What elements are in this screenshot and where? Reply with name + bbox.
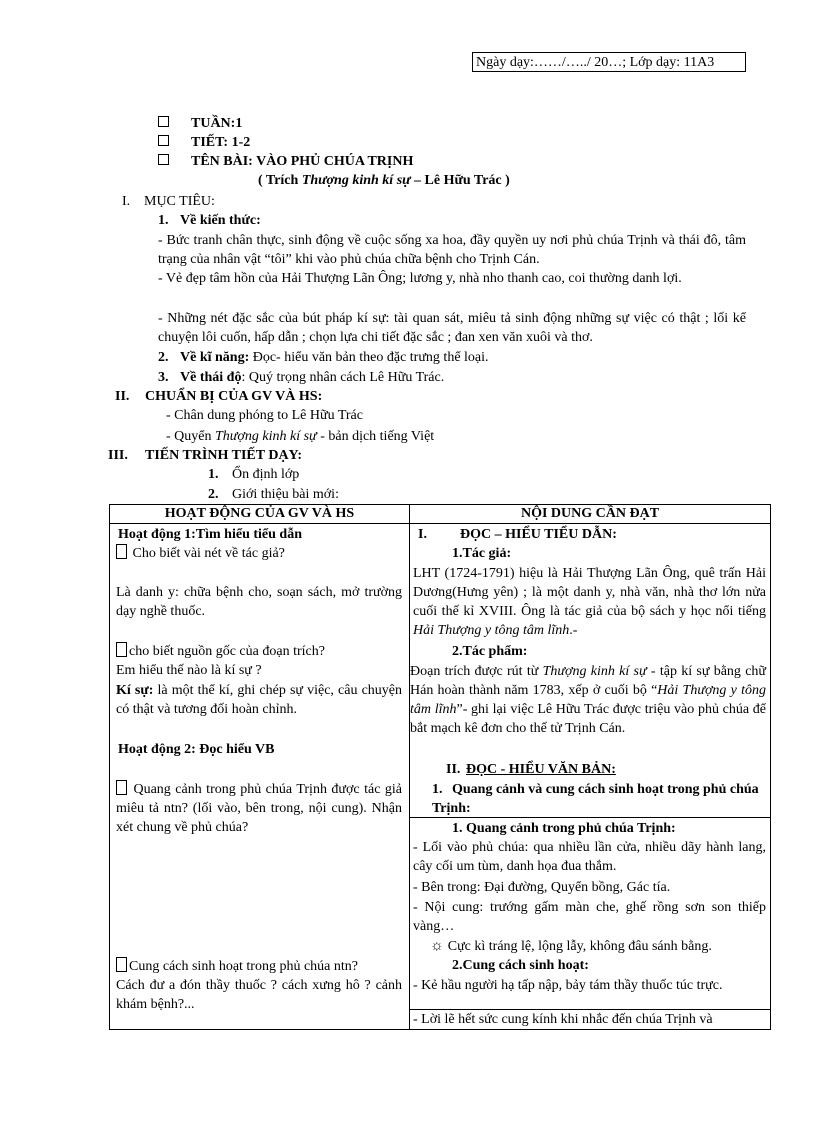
- excerpt-author: – Lê Hữu Trác ): [410, 173, 510, 188]
- question-1: [116, 544, 285, 563]
- question-2-text: cho biết nguồn gốc của đoạn trích?: [129, 644, 325, 659]
- thai-do-line: [158, 368, 444, 387]
- author-text-body: LHT (1724-1791) hiệu là Hải Thượng Lãn Ông, quê trấn Hải Dương(Hưng yên) ; là một danh y, nhà văn, nhà thơ lớn nửa cuối thế kỉ XVIII. Ông là tác giả của bộ sách y học nổi tiếng: [413, 566, 766, 619]
- work-book-title: Thượng kinh kí sự: [542, 664, 647, 679]
- prep-item-2-book: Thượng kinh kí sự: [215, 429, 317, 444]
- section-3-number: III.: [108, 448, 128, 463]
- activities-cell: [110, 524, 410, 1030]
- prep-item-1: - Chân dung phóng to Lê Hữu Trác: [166, 408, 363, 423]
- prep-item-2-suffix: - bản dịch tiếng Việt: [316, 429, 435, 444]
- author-text: [413, 564, 766, 640]
- scenery-item-2: - Bên trong: Đại đường, Quyển bồng, Gác tía.: [413, 880, 671, 895]
- tuan-line: [158, 114, 242, 133]
- question-box-icon: [116, 780, 127, 795]
- kien-thuc-title: Về kiến thức:: [180, 213, 261, 228]
- ki-su-definition: [116, 681, 402, 719]
- ki-nang-title: Về kĩ năng:: [180, 350, 250, 365]
- thai-do-number: 3.: [158, 370, 169, 385]
- lesson-title: TÊN BÀI: VÀO PHỦ CHÚA TRỊNH: [191, 154, 414, 169]
- prep-item-2: [166, 427, 434, 446]
- activity-1-title: Hoạt động 1:Tìm hiểu tiểu dẫn: [118, 527, 302, 542]
- activity-2-title: Hoạt động 2: Đọc hiểu VB: [118, 742, 275, 757]
- scenery-conclusion-text: Cực kì tráng lệ, lộng lẫy, không đâu sánh bằng.: [447, 939, 712, 954]
- question-1-text: Cho biết vài nét về tác giả?: [129, 546, 285, 561]
- author-book-title: Hải Thượng y tông tâm lĩnh: [413, 623, 570, 638]
- ki-nang-number: 2.: [158, 350, 169, 365]
- tiet-line: [158, 133, 250, 152]
- square-bullet-icon: [158, 135, 169, 146]
- work-text: [410, 662, 766, 738]
- ki-su-label: Kí sự:: [116, 683, 154, 698]
- section-2-number: II.: [115, 389, 130, 404]
- step-1-text: Ổn định lớp: [232, 467, 300, 482]
- work-text-middle: - tập kí sự bằng chữ Hán hoàn thành năm 1783, xếp ở cuối bộ “: [410, 664, 766, 698]
- ten-bai-line: [158, 152, 413, 171]
- question-5-detail: Cách đư a đón thầy thuốc ? cách xưng hô ? cảnh khám bệnh?...: [116, 978, 402, 1012]
- question-4: [116, 780, 402, 837]
- scenery-conclusion: [430, 937, 712, 956]
- tiet-label: TIẾT: 1-2: [191, 135, 251, 150]
- section-1-number: I.: [122, 194, 131, 209]
- scenery-heading: 1. Quang cảnh trong phủ chúa Trịnh:: [452, 821, 676, 836]
- date-class-box: Ngày dạy:……/…../ 20…; Lớp dạy: 11A3: [472, 52, 746, 72]
- work-subheading: 2.Tác phẩm:: [452, 644, 528, 659]
- excerpt-prefix: ( Trích: [258, 173, 302, 188]
- question-3: Em hiểu thế nào là kí sự ?: [116, 663, 262, 678]
- question-5: [116, 957, 358, 976]
- square-bullet-icon: [158, 154, 169, 165]
- square-bullet-icon: [158, 116, 169, 127]
- content-cell: [410, 524, 771, 1030]
- content-section-1-heading: [418, 525, 617, 544]
- step-2: [208, 485, 339, 504]
- kien-thuc-item-1: - Bức tranh chân thực, sinh động về cuộc sống xa hoa, đầy quyền uy nơi phủ chúa Trịnh và thái đô, tâm trạng của nhân vật “tôi” khi vào phủ chúa chữa bệnh cho Trịnh Cán.: [158, 233, 746, 267]
- question-5-text: Cung cách sinh hoạt trong phủ chúa ntn?: [129, 959, 359, 974]
- lifestyle-item-1: - Kẻ hầu người hạ tấp nập, bảy tám thầy thuốc túc trực.: [413, 978, 723, 993]
- kien-thuc-item-2: - Vẻ đẹp tâm hồn của Hải Thượng Lãn Ông; lương y, nhà nho thanh cao, coi thường danh lợi.: [158, 271, 682, 286]
- tuan-label: TUẦN:1: [191, 116, 243, 131]
- section-1-heading: [122, 192, 215, 211]
- ki-su-text: là một thể kí, ghi chép sự việc, câu chuyện có thật và tương đối hoàn chỉnh.: [116, 683, 403, 717]
- question-box-icon: [116, 642, 127, 657]
- work-text-end: ”- ghi lại việc Lê Hữu Trác được triệu vào phủ chúa để bắt mạch kê đơn cho thế tử Trịnh Cán.: [410, 702, 767, 736]
- thai-do-title: Về thái độ: [180, 370, 242, 385]
- section-2-title: CHUẨN BỊ CỦA GV VÀ HS:: [145, 389, 323, 404]
- subsection-1-heading: [432, 780, 766, 818]
- section-3-title: TIẾN TRÌNH TIẾT DẠY:: [145, 448, 303, 463]
- question-box-icon: [116, 544, 127, 559]
- content-section-2-title: ĐỌC - HIỂU VĂN BẢN:: [466, 762, 616, 777]
- prep-item-2-prefix: - Quyển: [166, 429, 215, 444]
- excerpt-work-title: Thượng kinh kí sự: [301, 173, 411, 188]
- question-box-icon: [116, 957, 127, 972]
- work-text-prefix: Đoạn trích được rút từ: [410, 664, 543, 679]
- scenery-item-1: - Lối vào phủ chúa: qua nhiều lần cửa, nhiều dãy hành lang, cây cối um tùm, danh họa đua thắm.: [413, 840, 766, 874]
- section-3-heading: [108, 446, 302, 465]
- table-body-row: [110, 524, 771, 1030]
- question-2: [116, 642, 325, 661]
- subsection-1-title: Quang cảnh và cung cách sinh hoạt trong phủ chúa Trịnh:: [432, 782, 759, 816]
- col-header-activities: HOẠT ĐỘNG CỦA GV VÀ HS: [110, 505, 410, 524]
- table-header-row: [110, 505, 771, 524]
- lifestyle-heading: 2.Cung cách sinh hoạt:: [452, 958, 589, 973]
- lesson-activity-table: [109, 504, 771, 1030]
- kien-thuc-heading: [158, 211, 261, 230]
- scenery-item-3: - Nội cung: trướng gấm màn che, ghế rồng sơn son thiếp vàng…: [413, 900, 766, 934]
- excerpt-source: [258, 171, 510, 190]
- thai-do-text: : Quý trọng nhân cách Lê Hữu Trác.: [241, 370, 445, 385]
- ki-nang-line: [158, 348, 489, 367]
- kien-thuc-item-3: - Những nét đặc sắc của bút pháp kí sự: tài quan sát, miêu tả sinh động những sự việc có thật ; lối kể chuyện lôi cuốn, hấp dẫn ; chọn lựa chi tiết đặc sắc ; đan xen văn xuôi và thơ.: [158, 311, 746, 345]
- section-1-title: MỤC TIÊU:: [144, 194, 215, 209]
- content-divider-bottom: [410, 1009, 771, 1010]
- step-1: [208, 465, 299, 484]
- kien-thuc-number: 1.: [158, 213, 169, 228]
- question-4-text: Quang cảnh trong phủ chúa Trịnh được tác giả miêu tả ntn? (lối vào, bên trong, nội cung). Nhận xét chung về phủ chúa?: [116, 782, 402, 835]
- content-section-2-number: II.: [446, 762, 461, 777]
- author-subheading: 1.Tác giả:: [452, 546, 512, 561]
- ki-nang-text: Đọc- hiểu văn bản theo đặc trưng thể loại.: [249, 350, 489, 365]
- subsection-1-number: 1.: [432, 782, 443, 797]
- lifestyle-item-2: - Lời lẽ hết sức cung kính khi nhắc đến chúa Trịnh và: [413, 1012, 713, 1027]
- step-2-text: Giới thiệu bài mới:: [232, 487, 339, 502]
- content-divider-top: [410, 817, 771, 818]
- activities-column: [110, 524, 409, 1029]
- section-2-heading: [115, 387, 322, 406]
- sun-bullet-icon: ☼: [430, 938, 444, 954]
- content-section-1-title: ĐỌC – HIỂU TIỂU DẪN:: [460, 527, 617, 542]
- step-2-number: 2.: [208, 487, 219, 502]
- answer-1: Là danh y: chữa bệnh cho, soạn sách, mở trường dạy nghề thuốc.: [116, 585, 402, 619]
- step-1-number: 1.: [208, 467, 219, 482]
- content-section-2-heading: [446, 760, 616, 779]
- content-column: [410, 524, 770, 1029]
- col-header-content: NỘI DUNG CẦN ĐẠT: [410, 505, 771, 524]
- content-section-1-number: I.: [418, 527, 427, 542]
- author-text-end: .-: [569, 623, 578, 638]
- work-book-title-2: Hải Thượng y tông tâm lĩnh: [410, 683, 766, 717]
